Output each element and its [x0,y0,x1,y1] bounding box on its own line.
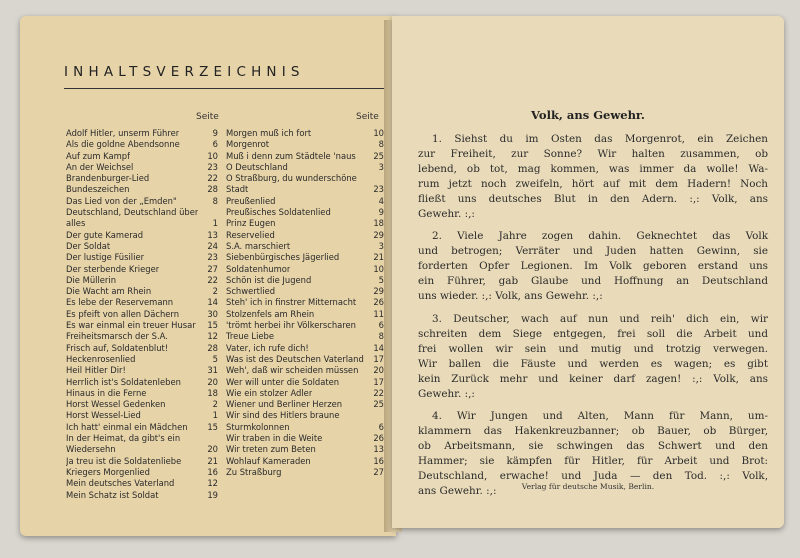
index-entry-title: Morgen muß ich fort [226,128,312,138]
verse-line: kein Zurück mehr und keiner darf zagen! :,: Volk, ans [418,372,768,385]
index-entry-page: 22 [207,274,218,285]
index-entry [66,433,218,444]
index-entry-title: Es lebe der Reservemann [66,297,174,308]
index-entry [226,320,384,331]
index-entry-title: Wie ein stolzer Adler [226,387,313,398]
index-entry [66,151,218,162]
verse-line: ein Führer, gab Glaube und Hoffnung an Deutschland [418,275,768,288]
song-title: Volk, ans Gewehr. [531,108,645,122]
index-entry-page: 15 [207,320,218,331]
index-entry-page: 21 [373,252,384,263]
index-entry [226,467,384,478]
song-verse [418,132,768,221]
index-entry [226,422,384,433]
index-entry [226,331,384,342]
index-entry-title: Herrlich ist's Soldatenleben [66,376,181,387]
index-entry-page: 3 [378,161,384,172]
index-entry [66,467,218,478]
index-entry [66,456,218,467]
index-entry [226,275,384,286]
index-entry [66,218,218,229]
index-entry-title: Frisch auf, Soldatenblut! [66,342,169,353]
index-entry [66,377,218,388]
index-entry [226,241,384,252]
index-entry-page: 8 [212,195,218,206]
index-entry-title: Die Wacht am Rhein [66,286,152,297]
index-entry [226,354,384,365]
index-entry [66,490,218,501]
index-entry-title: In der Heimat, da gibt's ein [66,433,181,444]
index-entry-page: 3 [378,240,384,251]
index-entry-title: Wer will unter die Soldaten [226,376,340,387]
index-entry-title: Das Lied von der „Emden" [66,195,177,206]
song-verse [418,229,768,304]
index-entry-title: Siebenbürgisches Jägerlied [226,252,340,263]
index-entry-page: 4 [378,195,384,206]
index-entry [66,128,218,139]
index-entry [66,320,218,331]
index-entry-page: 23 [207,252,218,263]
verse-line: klammern das Hakenkreuzbanner; ob Bauer, ob Bürger, [418,425,768,438]
index-entry [66,343,218,354]
song-verses [418,132,768,507]
index-entry-page: 12 [207,478,218,489]
index-entry-title: Die Müllerin [66,274,117,285]
index-entry-title: Als die goldne Abendsonne [66,139,180,150]
index-entry-page: 24 [207,240,218,251]
index-entry-title: Heckenrosenlied [66,353,136,364]
index-entry [226,252,384,263]
index-entry-title: Horst Wessel-Lied [66,410,141,421]
seite-label-col1: Seite [196,112,219,122]
index-entry [226,128,384,139]
index-entry-page: 2 [212,399,218,410]
index-entry-page: 19 [207,489,218,500]
index-entry-page: 5 [212,353,218,364]
index-entry [66,297,218,308]
index-entry-title: Preußenlied [226,195,276,206]
index-entry-page: 20 [207,376,218,387]
index-entry-title: Auf zum Kampf [66,150,131,161]
index-entry-title: S.A. marschiert [226,240,291,251]
index-entry-page: 23 [207,161,218,172]
left-page-index [20,16,396,536]
index-entry-title: O Straßburg, du wunderschöne [226,173,357,184]
index-column-1 [66,128,218,501]
index-entry-title: Morgenrot [226,139,270,150]
verse-line: Wir ballen die Fäuste und werden es wagen; es gibt [418,357,768,370]
verse-line: zur Freiheit, zur Sonne? Wir halten zusammen, ob [418,147,768,160]
index-entry [226,139,384,150]
index-entry-page: 12 [207,331,218,342]
index-entry-title: Adolf Hitler, unserm Führer [66,128,180,138]
index-entry-title: An der Weichsel [66,161,134,172]
verse-line: ans Gewehr. :,: [418,484,497,497]
index-entry [226,410,384,421]
index-entry-page: 14 [207,297,218,308]
index-entry-page: 28 [207,342,218,353]
index-entry-page: 9 [212,128,218,138]
index-entry [226,286,384,297]
index-entry [66,286,218,297]
index-entry-page: 28 [207,184,218,195]
index-entry [66,241,218,252]
index-entry [66,162,218,173]
index-entry [66,444,218,455]
index-entry [66,478,218,489]
right-page-song [392,16,784,528]
index-entry [66,264,218,275]
index-entry-page: 10 [373,263,384,274]
index-entry-title: Der sterbende Krieger [66,263,160,274]
index-entry [226,444,384,455]
index-entry-title: Der gute Kamerad [66,229,144,240]
index-entry [66,196,218,207]
index-entry [226,264,384,275]
verse-line: Gewehr. :,: [418,207,475,220]
index-entry-page: 29 [373,229,384,240]
index-entry-title: Weh', daß wir scheiden müssen [226,365,359,376]
index-entry-title: Vater, ich rufe dich! [226,342,309,353]
index-entry-title: O Deutschland [226,161,288,172]
index-entry-title: Ich hatt' einmal ein Mädchen [66,421,188,432]
index-entry-page: 17 [373,376,384,387]
index-entry-page: 27 [373,466,384,477]
index-entry [226,218,384,229]
index-entry [66,331,218,342]
index-entry-title: 'trömt herbei ihr Völkerscharen [226,320,356,331]
verse-line: lebend, ob tot, mag kommen, was immer da wolle! Wa- [418,162,768,175]
index-entry-title: Schwertlied [226,286,276,297]
index-entry [226,399,384,410]
index-title: INHALTSVERZEICHNIS [64,64,305,80]
index-entry-page: 26 [373,297,384,308]
index-entry-page: 13 [207,229,218,240]
title-rule [64,88,384,89]
index-entry-page [204,433,218,444]
index-entry-title: Kriegers Morgenlied [66,466,150,477]
index-entry-title: Reservelied [226,229,275,240]
index-entry-title: Wir treten zum Beten [226,444,316,455]
publisher-line: Verlag für deutsche Musik, Berlin. [521,482,655,491]
index-entry-title: Hinaus in die Ferne [66,387,147,398]
index-entry [226,365,384,376]
index-entry [66,275,218,286]
index-entry [226,309,384,320]
index-entry-page: 30 [207,308,218,319]
index-entry-title: Preußisches Soldatenlied [226,207,331,218]
verse-line: 3. Deutscher, wach auf nun und reih' dich ein, wir [432,312,768,325]
index-entry-title: Deutschland, Deutschland über [66,207,199,218]
index-entry-title: Wir traben in die Weite [226,433,323,444]
index-entry-title: Mein deutsches Vaterland [66,478,175,489]
index-entry-title: Stolzenfels am Rhein [226,308,315,319]
index-entry [66,422,218,433]
index-entry-page: 25 [373,399,384,410]
index-entry-title: Heil Hitler Dir! [66,365,126,376]
verse-line: fließt uns deutsches Blut in den Adern. :,: Volk, ans [418,192,768,205]
index-entry-title: Stadt [226,184,249,195]
index-column-2 [226,128,384,478]
index-entry-title: Horst Wessel Gedenken [66,399,166,410]
index-entry-title: Steh' ich in finstrer Mitternacht [226,297,357,308]
index-entry-title: Wohlauf Kameraden [226,455,311,466]
index-entry-page: 29 [373,286,384,297]
index-entry-page [204,207,218,218]
seite-label-col2: Seite [356,112,379,122]
index-entry-page: 8 [378,139,384,150]
index-entry-page: 23 [373,184,384,195]
verse-line: forderten Opfer Legionen. Im Volk geboren erstand uns [418,260,768,273]
index-entry-page: 16 [207,466,218,477]
index-entry [226,456,384,467]
index-entry-title: Schön ist die Jugend [226,274,312,285]
index-entry-title: Prinz Eugen [226,218,276,229]
index-entry-page: 16 [373,455,384,466]
index-entry [226,162,384,173]
index-entry-page: 10 [207,150,218,161]
index-entry-title: Soldatenhumor [226,263,291,274]
index-entry-page: 27 [207,263,218,274]
index-entry-title: alles [66,218,86,229]
verse-line: schreiten dem Siege entgegen, frei soll die Arbeit und [418,327,768,340]
index-entry-page: 14 [373,342,384,353]
index-entry [66,410,218,421]
index-entry-title: Freiheitsmarsch der S.A. [66,331,168,342]
index-entry-page: 10 [373,128,384,138]
index-entry-page: 1 [212,218,218,229]
open-booklet [8,6,794,552]
index-entry-page: 25 [373,150,384,161]
index-entry [226,230,384,241]
index-entry-page: 6 [212,139,218,150]
verse-line: Hammer; sie kämpfen für Hitler, für Arbeit und Brot: [418,455,768,468]
index-entry [66,399,218,410]
index-entry-page: 20 [207,444,218,455]
index-entry-page [370,173,384,184]
index-entry-page: 18 [207,387,218,398]
index-entry [66,173,218,184]
song-verse [418,312,768,401]
index-entry-page: 22 [373,387,384,398]
index-entry-title: Wiener und Berliner Herzen [226,399,343,410]
index-entry-page: 2 [212,286,218,297]
index-entry-title: Der Soldat [66,240,111,251]
index-entry [226,343,384,354]
index-entry-title: Ja treu ist die Soldatenliebe [66,455,182,466]
index-entry-title: Wir sind des Hitlers braune [226,410,340,421]
index-entry-title: Sturmkolonnen [226,421,290,432]
index-entry-title: Es war einmal ein treuer Husar [66,320,196,331]
index-entry-title: Der lustige Füsilier [66,252,145,263]
index-entry-page: 26 [373,433,384,444]
index-entry [66,365,218,376]
index-entry-page: 21 [207,455,218,466]
index-entry-title: Es pfeift von allen Dächern [66,308,180,319]
verse-line: Deutschland, erwache! und Juda — den Tod. :,: Volk, [418,470,768,483]
index-entry-page: 8 [378,331,384,342]
index-entry-title: Was ist des Deutschen Vaterland [226,353,364,364]
index-entry-page: 6 [378,320,384,331]
index-entry [66,139,218,150]
verse-line: 1. Siehst du im Osten das Morgenrot, ein Zeichen [432,133,768,145]
index-entry [226,388,384,399]
index-entry-page: 15 [207,421,218,432]
index-entry [66,207,218,218]
index-entry-page: 5 [378,274,384,285]
index-entry-title: Muß i denn zum Städtele 'naus [226,150,356,161]
index-entry-page: 22 [207,173,218,184]
index-entry [226,173,384,184]
index-entry-page: 17 [373,353,384,364]
index-entry-title: Mein Schatz ist Soldat [66,489,159,500]
index-entry-page: 20 [373,365,384,376]
index-entry-title: Treue Liebe [226,331,275,342]
index-entry-page: 13 [373,444,384,455]
index-entry [66,354,218,365]
verse-line: frei wollen wir sein und mutig und trotzig verwegen. [418,342,768,355]
index-entry [226,377,384,388]
index-entry [226,196,384,207]
verse-line: uns wieder. :,: Volk, ans Gewehr. :,: [418,290,603,303]
verse-line: und betrogen; Verräter und Juden hatten Gewinn, sie [418,245,768,258]
verse-line: 4. Wir Jungen und Alten, Mann für Mann, um- [432,410,768,423]
index-entry [226,184,384,195]
index-entry-page: 1 [212,410,218,421]
verse-line: 2. Viele Jahre zogen dahin. Geknechtet das Volk [432,230,768,243]
index-entry-page: 18 [373,218,384,229]
index-entry [66,252,218,263]
index-entry-page: 9 [378,207,384,218]
index-entry-page: 31 [207,365,218,376]
index-entry-page [370,410,384,421]
index-entry [66,388,218,399]
index-entry-title: Brandenburger-Lied [66,173,150,184]
index-entry [226,297,384,308]
index-entry [66,184,218,195]
index-entry [226,207,384,218]
index-entry-page: 11 [373,308,384,319]
verse-line: rum jetzt noch zweifeln, hört auf mit dem Hadern! Noch [418,177,768,190]
index-entry [66,230,218,241]
index-entry-title: Wiedersehn [66,444,116,455]
index-entry-page: 6 [378,421,384,432]
index-entry [226,433,384,444]
verse-line: Gewehr. :,: [418,387,475,400]
index-entry [226,151,384,162]
index-entry [66,309,218,320]
index-entry-title: Zu Straßburg [226,466,282,477]
index-entry-title: Bundeszeichen [66,184,130,195]
verse-line: ob Arbeitsmann, sie schwingen das Schwert und den [418,440,768,453]
